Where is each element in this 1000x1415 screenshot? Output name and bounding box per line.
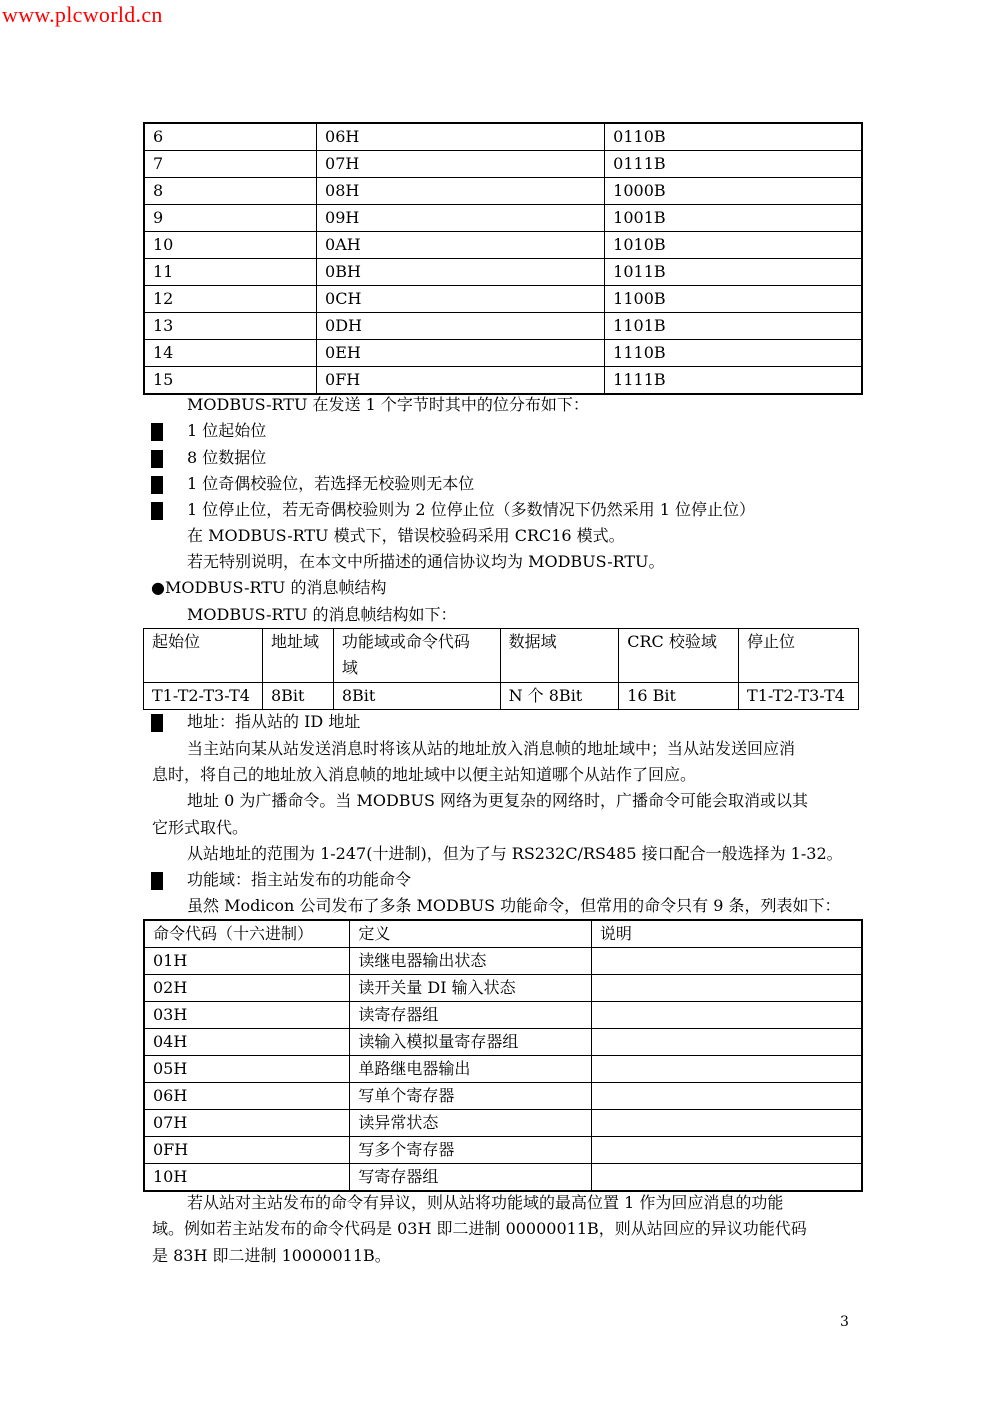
paragraph: 当主站向某从站发送消息时将该从站的地址放入消息帧的地址域中；当从站发送回应消 [187, 739, 796, 758]
table-row: 15 0FH 1111B [144, 367, 862, 395]
table-row: 06H 写单个寄存器 [144, 1083, 862, 1110]
table-row: 9 09H 1001B [144, 205, 862, 232]
list-item: 1 位奇偶校验位，若选择无校验则无本位 [187, 474, 475, 493]
table-row: 0FH 写多个寄存器 [144, 1137, 862, 1164]
table-row: 14 0EH 1110B [144, 340, 862, 367]
paragraph: MODBUS-RTU 在发送 1 个字节时其中的位分布如下： [187, 395, 589, 414]
paragraph: 若无特别说明，在本文中所描述的通信协议均为 MODBUS-RTU。 [187, 552, 665, 571]
table-row: 10 0AH 1010B [144, 232, 862, 259]
paragraph: 从站地址的范围为 1-247(十进制)，但为了与 RS232C/RS485 接口配合一般选择为 1-32。 [187, 844, 843, 863]
table-row: 07H 读异常状态 [144, 1110, 862, 1137]
paragraph: 息时，将自己的地址放入消息帧的地址域中以便主站知道哪个从站作了回应。 [152, 765, 697, 784]
paragraph: 虽然 Modicon 公司发布了多条 MODBUS 功能命令，但常用的命令只有 9 条，列表如下： [187, 896, 841, 915]
list-item: 地址：指从站的 ID 地址 [187, 712, 361, 731]
list-item: 功能域：指主站发布的功能命令 [187, 870, 412, 889]
watermark: www.plcworld.cn [2, 2, 163, 27]
square-bullet-icon [151, 450, 163, 468]
list-item: 1 位起始位 [187, 421, 267, 440]
paragraph: 地址 0 为广播命令。当 MODBUS 网络为更复杂的网络时，广播命令可能会取消或以其 [187, 791, 809, 810]
table-row: 12 0CH 1100B [144, 286, 862, 313]
square-bullet-icon [151, 502, 163, 520]
table-row: 05H 单路继电器输出 [144, 1056, 862, 1083]
table-row: 04H 读输入模拟量寄存器组 [144, 1029, 862, 1056]
section-heading: ●MODBUS-RTU 的消息帧结构 [151, 578, 387, 597]
square-bullet-icon [151, 476, 163, 494]
square-bullet-icon [151, 714, 163, 732]
table-row: T1-T2-T3-T4 8Bit 8Bit N 个 8Bit 16 Bit T1-T2-T3-T4 [144, 683, 859, 710]
table-row: 10H 写寄存器组 [144, 1164, 862, 1192]
table-row: 8 08H 1000B [144, 178, 862, 205]
list-item: 1 位停止位，若无奇偶校验则为 2 位停止位（多数情况下仍然采用 1 位停止位） [187, 500, 755, 519]
paragraph: 是 83H 即二进制 10000011B。 [152, 1246, 391, 1265]
command-table [143, 919, 863, 1192]
paragraph: 它形式取代。 [152, 818, 249, 837]
bit-distribution-table [143, 122, 863, 395]
square-bullet-icon [151, 423, 163, 441]
paragraph: MODBUS-RTU 的消息帧结构如下： [187, 605, 457, 624]
table-row: 03H 读寄存器组 [144, 1002, 862, 1029]
table-row: 13 0DH 1101B [144, 313, 862, 340]
table-row: 02H 读开关量 DI 输入状态 [144, 975, 862, 1002]
table-row: 6 06H 0110B [144, 123, 862, 151]
paragraph: 若从站对主站发布的命令有异议，则从站将功能域的最高位置 1 作为回应消息的功能 [187, 1193, 784, 1212]
square-bullet-icon [151, 872, 163, 890]
list-item: 8 位数据位 [187, 448, 267, 467]
page-number: 3 [840, 1314, 849, 1330]
table-header-row: 命令代码（十六进制） 定义 说明 [144, 920, 862, 948]
table-row: 11 0BH 1011B [144, 259, 862, 286]
table-row: 7 07H 0111B [144, 151, 862, 178]
paragraph: 域。例如若主站发布的命令代码是 03H 即二进制 00000011B，则从站回应的异议功能代码 [152, 1219, 807, 1238]
paragraph: 在 MODBUS-RTU 模式下，错误校验码采用 CRC16 模式。 [187, 526, 625, 545]
table-row: 01H 读继电器输出状态 [144, 948, 862, 975]
frame-structure-table [143, 628, 859, 710]
table-header-row: 起始位 地址域 功能域或命令代码 域 数据域 CRC 校验域 停止位 [144, 629, 859, 683]
